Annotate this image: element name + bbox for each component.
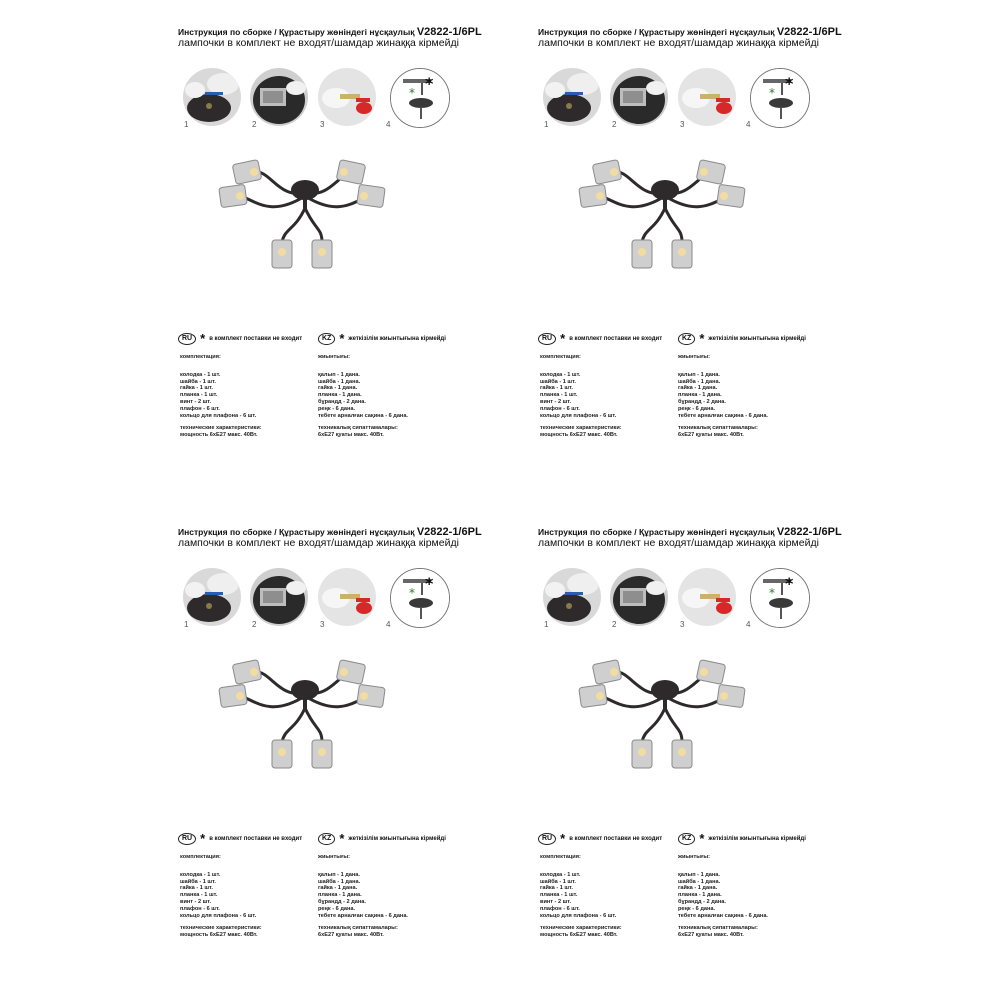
instruction-sheet-2 — [360, 0, 860, 500]
list-item: реңк - 6 дана. — [318, 905, 356, 912]
list-item: шайба - 1 дана. — [678, 878, 721, 885]
kz-note: KZ * жеткізілім жиынтығына кірмейді — [678, 833, 806, 845]
svg-text:*: * — [425, 574, 434, 593]
kz-badge: KZ — [318, 333, 335, 345]
ru-note: RU * в комплект поставки не входит — [178, 833, 302, 845]
ru-tech-value: мощность 6xE27 макс. 40Вт. — [180, 432, 258, 439]
kz-heading: жиынтығы: — [318, 854, 351, 860]
star-icon: * — [339, 331, 345, 346]
ru-badge: RU — [538, 333, 556, 345]
sheet-subtitle: лампочки в комплект не входят/шамдар жинаққа кірмейді — [538, 537, 819, 549]
list-item: тебете арналған сақина - 6 дана. — [678, 912, 768, 919]
list-item: плафон - 6 шт. — [180, 905, 220, 912]
list-item: колодка - 1 шт. — [540, 371, 581, 378]
list-item: қалып - 1 дана. — [318, 871, 360, 878]
list-item: плафон - 6 шт. — [540, 905, 580, 912]
list-item: бұрандд - 2 дана. — [318, 898, 366, 905]
step-number: 2 — [252, 620, 257, 629]
list-item: шайба - 1 шт. — [180, 878, 216, 885]
kz-tech-heading: техникалық сипаттамалары: — [318, 425, 398, 432]
list-item: шайба - 1 дана. — [678, 378, 721, 385]
list-item: гайка - 1 шт. — [540, 385, 573, 392]
list-item: гайка - 1 дана. — [678, 885, 718, 892]
ru-badge: RU — [178, 333, 196, 345]
list-item: гайка - 1 шт. — [180, 885, 213, 892]
ru-tech-heading: технические характеристики: — [540, 925, 622, 932]
ru-tech-value: мощность 6xE27 макс. 40Вт. — [180, 932, 258, 939]
ru-heading: комплектация: — [540, 854, 581, 860]
step-number: 3 — [320, 120, 325, 129]
sheet-subtitle: лампочки в комплект не входят/шамдар жинаққа кірмейді — [178, 537, 459, 549]
list-item: винт - 2 шт. — [180, 898, 212, 905]
list-item: гайка - 1 шт. — [540, 885, 573, 892]
sheet-title: Инструкция по сборке / Құрастыру жөніндегі нұсқаулық V2822-1/6PL — [538, 26, 842, 38]
list-item: винт - 2 шт. — [180, 398, 212, 405]
list-item: бұрандд - 2 дана. — [678, 398, 726, 405]
list-item: бұрандд - 2 дана. — [678, 898, 726, 905]
list-item: шайба - 1 шт. — [540, 378, 576, 385]
step-number: 2 — [612, 120, 617, 129]
step-4-diagram — [750, 568, 810, 628]
ru-tech-value: мощность 6xE27 макс. 40Вт. — [540, 432, 618, 439]
list-item: винт - 2 шт. — [540, 898, 572, 905]
list-item: планка - 1 дана. — [678, 392, 722, 399]
kz-tech-value: 6хЕ27 қуаты макс. 40Вт. — [678, 932, 744, 939]
list-item: кольцо для плафона - 6 шт. — [540, 412, 617, 419]
sheet-subtitle: лампочки в комплект не входят/шамдар жинаққа кірмейді — [538, 37, 819, 49]
step-number: 1 — [184, 620, 189, 629]
list-item: гайка - 1 дана. — [318, 385, 358, 392]
step-2-photo — [250, 68, 308, 126]
ru-heading: комплектация: — [180, 354, 221, 360]
list-item: реңк - 6 дана. — [318, 405, 356, 412]
list-item: қалып - 1 дана. — [678, 871, 720, 878]
list-item: кольцо для плафона - 6 шт. — [180, 412, 257, 419]
list-item: планка - 1 дана. — [318, 892, 362, 899]
model-code: V2822-1/6PL — [416, 26, 482, 38]
step-number: 3 — [680, 620, 685, 629]
star-icon: * — [200, 831, 206, 846]
list-item: кольцо для плафона - 6 шт. — [180, 912, 257, 919]
list-item: шайба - 1 дана. — [318, 878, 361, 885]
step-number: 3 — [320, 620, 325, 629]
kz-note: KZ * жеткізілім жиынтығына кірмейді — [318, 333, 446, 345]
step-number: 1 — [184, 120, 189, 129]
ru-heading: комплектация: — [180, 854, 221, 860]
kz-note: KZ * жеткізілім жиынтығына кірмейді — [318, 833, 446, 845]
step-number: 2 — [612, 620, 617, 629]
list-item: кольцо для плафона - 6 шт. — [540, 912, 617, 919]
star-icon: * — [560, 331, 566, 346]
ru-badge: RU — [178, 833, 196, 845]
svg-text:*: * — [409, 586, 415, 600]
ru-badge: RU — [538, 833, 556, 845]
kz-contents — [678, 854, 768, 939]
ru-heading: комплектация: — [540, 354, 581, 360]
kz-note: KZ * жеткізілім жиынтығына кірмейді — [678, 333, 806, 345]
star-icon: * — [339, 831, 345, 846]
ru-contents — [180, 854, 262, 939]
kz-heading: жиынтығы: — [678, 854, 711, 860]
ru-note: RU * в комплект поставки не входит — [178, 333, 302, 345]
list-item: планка - 1 дана. — [318, 392, 362, 399]
step-2-photo — [610, 68, 668, 126]
list-item: қалып - 1 дана. — [318, 371, 360, 378]
list-item: гайка - 1 дана. — [678, 385, 718, 392]
ru-contents — [540, 854, 622, 939]
chandelier-illustration — [570, 650, 760, 780]
kz-badge: KZ — [678, 833, 695, 845]
list-item: тебете арналған сақина - 6 дана. — [318, 912, 408, 919]
step-number: 4 — [746, 120, 751, 129]
list-item: реңк - 6 дана. — [678, 405, 716, 412]
list-item: шайба - 1 шт. — [180, 378, 216, 385]
ru-contents — [180, 354, 262, 439]
kz-tech-value: 6хЕ27 қуаты макс. 40Вт. — [318, 932, 384, 939]
step-1-photo — [543, 68, 601, 126]
star-icon: * — [560, 831, 566, 846]
step-3-photo — [678, 568, 736, 626]
kz-heading: жиынтығы: — [678, 354, 711, 360]
step-number: 4 — [746, 620, 751, 629]
svg-text:*: * — [785, 574, 794, 593]
ru-tech-heading: технические характеристики: — [180, 925, 262, 932]
svg-text:*: * — [769, 86, 775, 100]
ru-note: RU * в комплект поставки не входит — [538, 333, 662, 345]
list-item: шайба - 1 дана. — [318, 378, 361, 385]
list-item: шайба - 1 шт. — [540, 878, 576, 885]
star-icon: * — [699, 331, 705, 346]
step-2-photo — [610, 568, 668, 626]
kz-tech-heading: техникалық сипаттамалары: — [678, 425, 758, 432]
star-icon: * — [200, 331, 206, 346]
instruction-sheet-4 — [360, 500, 860, 1000]
step-number: 4 — [386, 120, 391, 129]
list-item: гайка - 1 дана. — [318, 885, 358, 892]
step-number: 2 — [252, 120, 257, 129]
list-item: тебете арналған сақина - 6 дана. — [318, 412, 408, 419]
kz-heading: жиынтығы: — [318, 354, 351, 360]
list-item: плафон - 6 шт. — [180, 405, 220, 412]
step-1-photo — [183, 568, 241, 626]
step-4-diagram — [750, 68, 810, 128]
sheet-title: Инструкция по сборке / Құрастыру жөніндегі нұсқаулық V2822-1/6PL — [178, 526, 482, 538]
ru-tech-heading: технические характеристики: — [540, 425, 622, 432]
list-item: планка - 1 шт. — [180, 392, 218, 399]
ru-note: RU * в комплект поставки не входит — [538, 833, 662, 845]
sheet-title: Инструкция по сборке / Құрастыру жөніндегі нұсқаулық V2822-1/6PL — [178, 26, 482, 38]
list-item: винт - 2 шт. — [540, 398, 572, 405]
list-item: планка - 1 шт. — [540, 392, 578, 399]
list-item: колодка - 1 шт. — [180, 371, 221, 378]
step-3-photo — [678, 68, 736, 126]
list-item: бұрандд - 2 дана. — [318, 398, 366, 405]
sheet-subtitle: лампочки в комплект не входят/шамдар жинаққа кірмейді — [178, 37, 459, 49]
list-item: колодка - 1 шт. — [180, 871, 221, 878]
step-number: 1 — [544, 120, 549, 129]
kz-tech-heading: техникалық сипаттамалары: — [678, 925, 758, 932]
step-1-photo — [183, 68, 241, 126]
list-item: қалып - 1 дана. — [678, 371, 720, 378]
model-code: V2822-1/6PL — [416, 526, 482, 538]
kz-tech-value: 6хЕ27 қуаты макс. 40Вт. — [678, 432, 744, 439]
step-number: 1 — [544, 620, 549, 629]
kz-contents — [678, 354, 768, 439]
list-item: плафон - 6 шт. — [540, 405, 580, 412]
list-item: планка - 1 дана. — [678, 892, 722, 899]
model-code: V2822-1/6PL — [776, 26, 842, 38]
ru-tech-value: мощность 6xE27 макс. 40Вт. — [540, 932, 618, 939]
chandelier-illustration — [570, 150, 760, 280]
model-code: V2822-1/6PL — [776, 526, 842, 538]
kz-tech-value: 6хЕ27 қуаты макс. 40Вт. — [318, 432, 384, 439]
ru-contents — [540, 354, 622, 439]
kz-badge: KZ — [318, 833, 335, 845]
step-number: 4 — [386, 620, 391, 629]
step-1-photo — [543, 568, 601, 626]
list-item: реңк - 6 дана. — [678, 905, 716, 912]
ru-tech-heading: технические характеристики: — [180, 425, 262, 432]
step-2-photo — [250, 568, 308, 626]
svg-text:*: * — [425, 74, 434, 93]
step-number: 3 — [680, 120, 685, 129]
kz-tech-heading: техникалық сипаттамалары: — [318, 925, 398, 932]
sheet-title: Инструкция по сборке / Құрастыру жөніндегі нұсқаулық V2822-1/6PL — [538, 526, 842, 538]
list-item: планка - 1 шт. — [180, 892, 218, 899]
list-item: колодка - 1 шт. — [540, 871, 581, 878]
svg-text:*: * — [409, 86, 415, 100]
star-icon: * — [699, 831, 705, 846]
svg-text:*: * — [785, 74, 794, 93]
list-item: планка - 1 шт. — [540, 892, 578, 899]
svg-text:*: * — [769, 586, 775, 600]
list-item: тебете арналған сақина - 6 дана. — [678, 412, 768, 419]
kz-badge: KZ — [678, 333, 695, 345]
list-item: гайка - 1 шт. — [180, 385, 213, 392]
